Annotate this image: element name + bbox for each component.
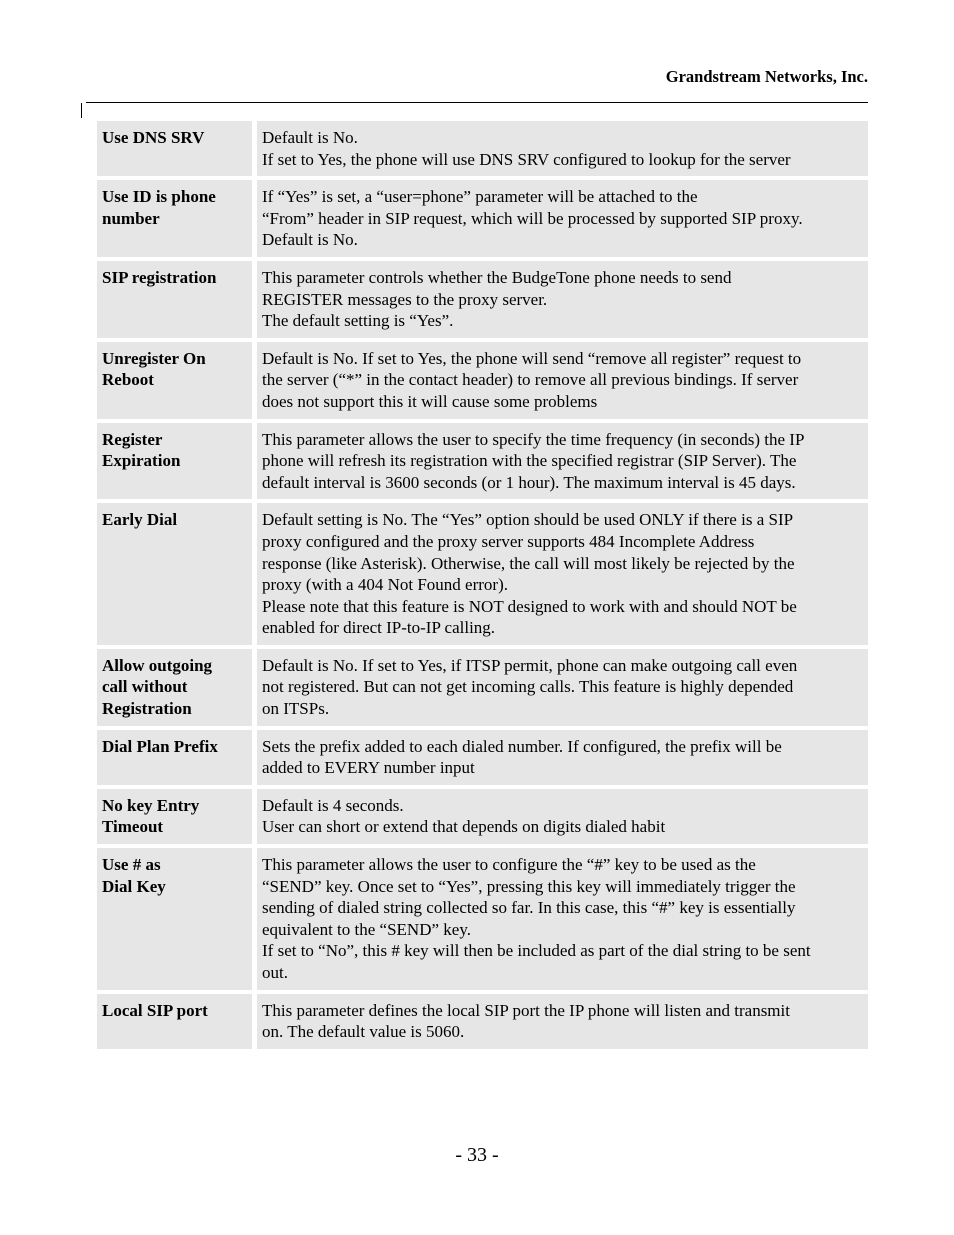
parameter-description-line: Default is No. If set to Yes, the phone will send “remove all register” request to <box>262 348 802 368</box>
parameter-name-line: Dial Key <box>102 876 166 896</box>
parameter-description-line: proxy configured and the proxy server supports 484 Incomplete Address <box>262 531 755 551</box>
parameter-name-line: Timeout <box>102 817 164 837</box>
parameter-name-line: No key Entry <box>102 795 200 815</box>
parameter-description-cell <box>257 121 868 180</box>
table-row <box>97 423 868 504</box>
parameter-description-line: REGISTER messages to the proxy server. <box>262 289 548 309</box>
parameter-description-line: enabled for direct IP-to-IP calling. <box>262 618 496 638</box>
parameter-description-line: The default setting is “Yes”. <box>262 311 454 331</box>
parameter-description-line: the server (“*” in the contact header) to remove all previous bindings. If server <box>262 370 799 390</box>
parameter-description-line: Default is No. If set to Yes, if ITSP permit, phone can make outgoing call even <box>262 655 798 675</box>
parameter-name-cell <box>97 848 257 994</box>
parameter-description-cell <box>257 649 868 730</box>
table-row <box>97 994 868 1053</box>
table-row <box>97 649 868 730</box>
parameter-name-line: Use DNS SRV <box>102 128 205 147</box>
parameter-name-cell <box>97 789 257 848</box>
parameter-name-cell <box>97 503 257 649</box>
parameter-name-cell <box>97 994 257 1053</box>
parameter-description-cell <box>257 994 868 1053</box>
table-row <box>97 121 868 180</box>
table-row <box>97 503 868 649</box>
parameter-description-cell <box>257 423 868 504</box>
parameter-description-cell <box>257 342 868 423</box>
parameter-description-line: on. The default value is 5060. <box>262 1022 465 1042</box>
parameter-description-line: on ITSPs. <box>262 699 330 719</box>
parameter-name-cell <box>97 342 257 423</box>
parameter-description-line: If set to Yes, the phone will use DNS SRV configured to lookup for the server <box>262 149 791 169</box>
table-row <box>97 789 868 848</box>
table-row <box>97 342 868 423</box>
parameter-description-line: phone will refresh its registration with the specified registrar (SIP Server). The <box>262 451 797 471</box>
table-row <box>97 180 868 261</box>
parameter-name-line: Register <box>102 429 163 449</box>
parameter-description-cell <box>257 789 868 848</box>
parameter-description-line: sending of dialed string collected so far. In this case, this “#” key is essentially <box>262 898 796 918</box>
parameter-description-line: response (like Asterisk). Otherwise, the call will most likely be rejected by the <box>262 553 795 573</box>
parameter-description-line: This parameter defines the local SIP port the IP phone will listen and transmit <box>262 1000 790 1020</box>
parameter-table <box>97 121 868 1053</box>
page-number: - 33 - <box>455 1144 499 1166</box>
parameter-name-cell <box>97 180 257 261</box>
parameter-name-line: Reboot <box>102 370 154 390</box>
parameter-name-line: SIP registration <box>102 267 217 287</box>
parameter-name-line: Local SIP port <box>102 1000 208 1020</box>
parameter-description-line: Default is No. <box>262 230 358 250</box>
parameter-name-cell <box>97 649 257 730</box>
parameter-description-line: If set to “No”, this # key will then be included as part of the dial string to be sent <box>262 941 811 961</box>
parameter-description-cell <box>257 503 868 649</box>
parameter-description-line: This parameter controls whether the BudgeTone phone needs to send <box>262 267 732 287</box>
parameter-description-line: out. <box>262 963 288 982</box>
parameter-name-line: Dial Plan Prefix <box>102 736 218 756</box>
parameter-description-cell <box>257 730 868 789</box>
parameter-description-line: This parameter allows the user to specify the time frequency (in seconds) the IP <box>262 429 805 449</box>
parameter-description-line: not registered. But can not get incoming calls. This feature is highly depended <box>262 677 794 697</box>
parameter-description-line: proxy (with a 404 Not Found error). <box>262 575 508 595</box>
parameter-name-cell <box>97 261 257 342</box>
parameter-description-cell <box>257 180 868 261</box>
parameter-description-line: does not support this it will cause some problems <box>262 391 598 411</box>
table-row <box>97 730 868 789</box>
parameter-description-line: default interval is 3600 seconds (or 1 hour). The maximum interval is 45 days. <box>262 472 796 492</box>
header-company-name: Grandstream Networks, Inc. <box>665 67 868 86</box>
parameter-name-line: Expiration <box>102 451 181 471</box>
parameter-description-line: equivalent to the “SEND” key. <box>262 919 471 939</box>
parameter-description-line: Please note that this feature is NOT designed to work with and should NOT be <box>262 596 797 616</box>
parameter-description-cell <box>257 848 868 994</box>
parameter-name-line: Early Dial <box>102 510 178 530</box>
parameter-name-line: call without <box>102 677 188 697</box>
header-rule <box>86 102 868 103</box>
parameter-name-cell <box>97 423 257 504</box>
parameter-description-line: Default is No. <box>262 128 358 147</box>
parameter-description-line: This parameter allows the user to configure the “#” key to be used as the <box>262 855 756 875</box>
margin-mark <box>81 103 82 118</box>
parameter-description-line: “SEND” key. Once set to “Yes”, pressing this key will immediately trigger the <box>262 876 796 896</box>
parameter-name-line: Unregister On <box>102 348 206 368</box>
parameter-description-line: Default is 4 seconds. <box>262 795 404 815</box>
parameter-name-line: number <box>102 208 160 228</box>
parameter-description-line: added to EVERY number input <box>262 758 475 778</box>
parameter-description-line: “From” header in SIP request, which will be processed by supported SIP proxy. <box>262 208 803 228</box>
parameter-name-line: Use # as <box>102 855 161 875</box>
parameter-name-line: Allow outgoing <box>102 655 213 675</box>
table-row <box>97 848 868 994</box>
parameter-description-cell <box>257 261 868 342</box>
parameter-name-line: Registration <box>102 699 192 719</box>
table-row <box>97 261 868 342</box>
parameter-name-line: Use ID is phone <box>102 187 216 207</box>
parameter-name-cell <box>97 730 257 789</box>
parameter-description-line: Default setting is No. The “Yes” option should be used ONLY if there is a SIP <box>262 510 794 530</box>
parameter-description-line: Sets the prefix added to each dialed number. If configured, the prefix will be <box>262 736 782 756</box>
parameter-name-cell <box>97 121 257 180</box>
parameter-description-line: If “Yes” is set, a “user=phone” parameter will be attached to the <box>262 187 698 207</box>
parameter-description-line: User can short or extend that depends on digits dialed habit <box>262 817 666 837</box>
